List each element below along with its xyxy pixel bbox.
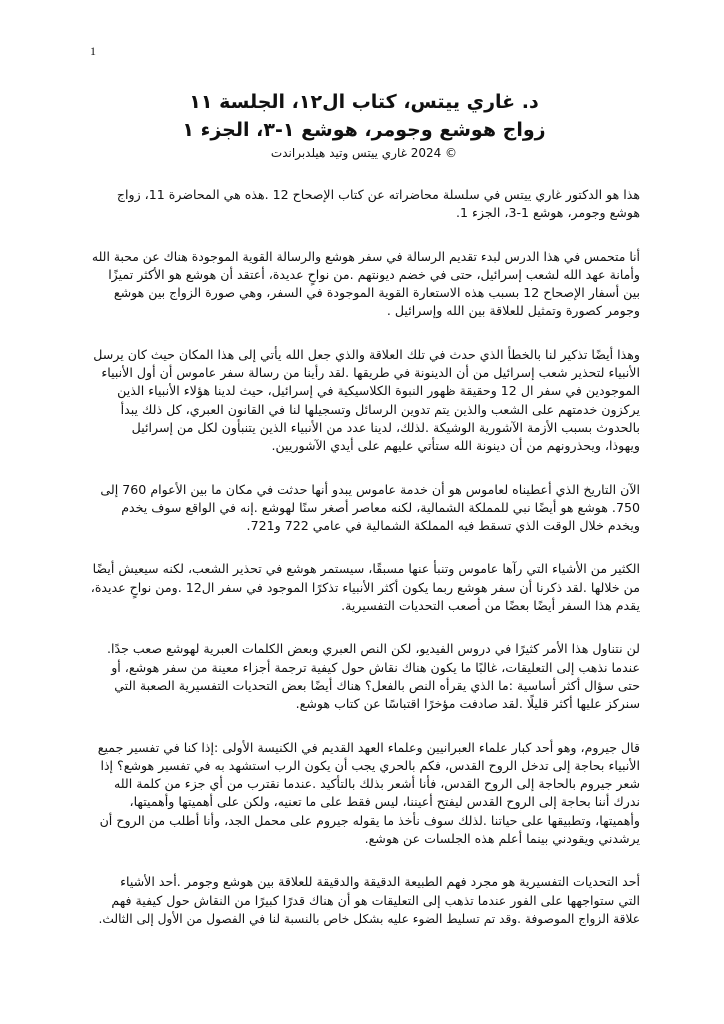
- paragraph-line: علاقة الزواج الموصوفة .وقد تم تسليط الضوء عليه بشكل خاص بالنسبة لنا في الفصول من الأول إلى الثالث.: [98, 911, 640, 926]
- paragraph-line: من خلالها .لقد ذكرنا أن سفر هوشع ربما يكون أكثر الأنبياء تذكرًا الموجود في سفر ال12 .ومن نواحٍ عديدة،: [90, 579, 640, 595]
- paragraph-line: الأنبياء بحاجة إلى تدخل الروح القدس، فكم بالحري يجب أن يكون الرب استشهد به في تفسير هوشع؟ إذا: [100, 757, 640, 773]
- paragraph-line: بالحدوث بسبب الأزمة الآشورية الوشيكة .لذلك، لدينا عدد من الأنبياء الذين يتنبأون لكل من إسرائيل: [131, 419, 640, 435]
- paragraph-line: وهذا أيضًا تذكير لنا بالخطأ الذي حدث في تلك العلاقة والذي جعل الله يأتي إلى هذا المكان حيث كان يرسل: [93, 346, 640, 362]
- transcript-paragraph: [90, 560, 640, 615]
- transcript-body: [90, 186, 640, 953]
- paragraph-line: ندرك أننا بحاجة إلى الروح القدس ليفتح أعيننا، ليس فقط على ما تعنيه، ولكن على أهميتها وأهميتها،: [129, 794, 640, 810]
- transcript-paragraph: [90, 873, 640, 928]
- transcript-paragraph: [90, 186, 640, 223]
- transcript-paragraph: [90, 640, 640, 713]
- paragraph-line: بين أسفار الإصحاح 12 بسبب هذه الاستعارة القوية الموجودة في السفر، وهي صورة الزواج بين هوشع: [113, 285, 640, 301]
- paragraph-line: قال جيروم، وهو أحد كبار علماء العبرانيين وعلماء العهد القديم في الكنيسة الأولى :إذا كنا في تفسير جميع: [97, 739, 640, 755]
- transcript-paragraph: [90, 346, 640, 456]
- lecture-title: د. غاري ييتس، كتاب ال١٢، الجلسة ١١: [189, 91, 539, 113]
- copyright-line: © 2024 غاري ييتس وتيد هيلدبراندت: [270, 146, 458, 160]
- paragraph-line: يركزون خدمتهم على الشعب والذين يتم تدوين الرسائل وتسجيلها لنا في القانون العبري، كل ذلك يبدأ: [120, 401, 640, 417]
- paragraph-line: أحد التحديات التفسيرية هو مجرد فهم الطبيعة الدقيقة والدقيقة للعلاقة بين هوشع وجومر .أحد الأشياء: [120, 874, 640, 890]
- paragraph-line: أنا متحمس في هذا الدرس لبدء تقديم الرسالة في سفر هوشع والرسالة القوية الموجودة هناك عن محبة الله: [91, 248, 640, 264]
- paragraph-line: سنركز عليها أكثر قليلًا .لقد صادفت مؤخرًا اقتباسًا عن كتاب هوشع.: [295, 696, 640, 712]
- paragraph-line: الكثير من الأشياء التي رآها عاموس وتنبأ عنها مسبقًا، سيستمر هوشع في تحذير الشعب، لكنه سيعيش أيضًا: [92, 561, 640, 577]
- paragraph-line: حتى سؤال أكثر أساسية :ما الذي يقرأه النص بالفعل؟ هناك أيضًا بعض التحديات التفسيرية الصعبة التي: [114, 677, 640, 693]
- paragraph-line: 750. هوشع هو أيضًا نبي للمملكة الشمالية، لكنه معاصر أصغر سنًا لهوشع .إنه في الواقع سوف يخدم: [121, 499, 640, 515]
- paragraph-line: التي ستواجهها على الفور عندما تذهب إلى التعليقات هو أن هناك قدرًا كبيرًا من النقاش حول كيفية فهم: [111, 892, 640, 908]
- paragraph-line: ويخدم خلال الوقت الذي تسقط فيه المملكة الشمالية في عامي 722 و721.: [246, 518, 640, 534]
- transcript-paragraph: [90, 739, 640, 849]
- paragraph-line: هذا هو الدكتور غاري ييتس في سلسلة محاضراته عن كتاب الإصحاح 12 .هذه هي المحاضرة 11، زواج: [116, 187, 640, 202]
- paragraph-line: عندما نذهب إلى التعليقات، غالبًا ما يكون هناك نقاش حول كيفية ترجمة أجزاء معينة من سفر هوشع، أو: [111, 659, 640, 675]
- paragraph-line: الأنبياء لتحذير شعب إسرائيل من أن الدينونة في طريقها .لقد رأينا من رسالة سفر عاموس أن أول الأنبياء: [101, 365, 640, 381]
- paragraph-line: وأهميتها، وتطبيقها على حياتنا .لذلك سوف نأخذ ما يقوله جيروم على محمل الجد، وأنا أطلب من الروح أن: [99, 812, 640, 828]
- lecture-subtitle: زواج هوشع وجومر، هوشع ١-٣، الجزء ١: [182, 119, 546, 141]
- paragraph-line: شعر جيروم بالحاجة إلى الروح القدس، فأنا أشعر بذلك بالتأكيد .عندما نقترب من أي جزء من كلمة الله: [114, 776, 640, 792]
- paragraph-line: الآن التاريخ الذي أعطيناه لعاموس هو أن خدمة عاموس يبدو أنها حدثت في مكان ما بين الأعوام 760 إلى: [100, 481, 640, 497]
- paragraph-line: يقدم هذا السفر أيضًا بعضًا من أصعب التحديات التفسيرية.: [341, 598, 640, 614]
- paragraph-line: وأمانة عهد الله لشعب إسرائيل، حتى في خضم ديونتهم .من نواحٍ عديدة، أعتقد أن هوشع هو الأكثر تميزًا: [108, 266, 640, 282]
- transcript-paragraph: [90, 248, 640, 321]
- paragraph-line: ويهوذا، ويحذرونهم من أن دينونة الله ستأتي عليهم على أيدي الآشوريين.: [271, 438, 640, 454]
- transcript-paragraph: [90, 481, 640, 536]
- page-number: 1: [90, 44, 96, 58]
- paragraph-line: لن نتناول هذا الأمر كثيرًا في دروس الفيديو، لكن النص العبري وبعض الكلمات العبرية لهوشع صعب جدًا.: [106, 641, 640, 657]
- paragraph-line: هوشع وجومر، هوشع 1-3، الجزء 1.: [456, 205, 640, 221]
- title-block: [90, 88, 638, 161]
- paragraph-line: يرشدني ويقودني بينما أعلم هذه الجلسات عن هوشع.: [364, 831, 640, 847]
- paragraph-line: وجومر كصورة وتمثيل للعلاقة بين الله وإسرائيل .: [386, 303, 640, 319]
- paragraph-line: الموجودين في سفر ال 12 وحقيقة ظهور النبوة الكلاسيكية في إسرائيل، حيث لدينا هؤلاء الأنبياء الذين: [117, 383, 640, 399]
